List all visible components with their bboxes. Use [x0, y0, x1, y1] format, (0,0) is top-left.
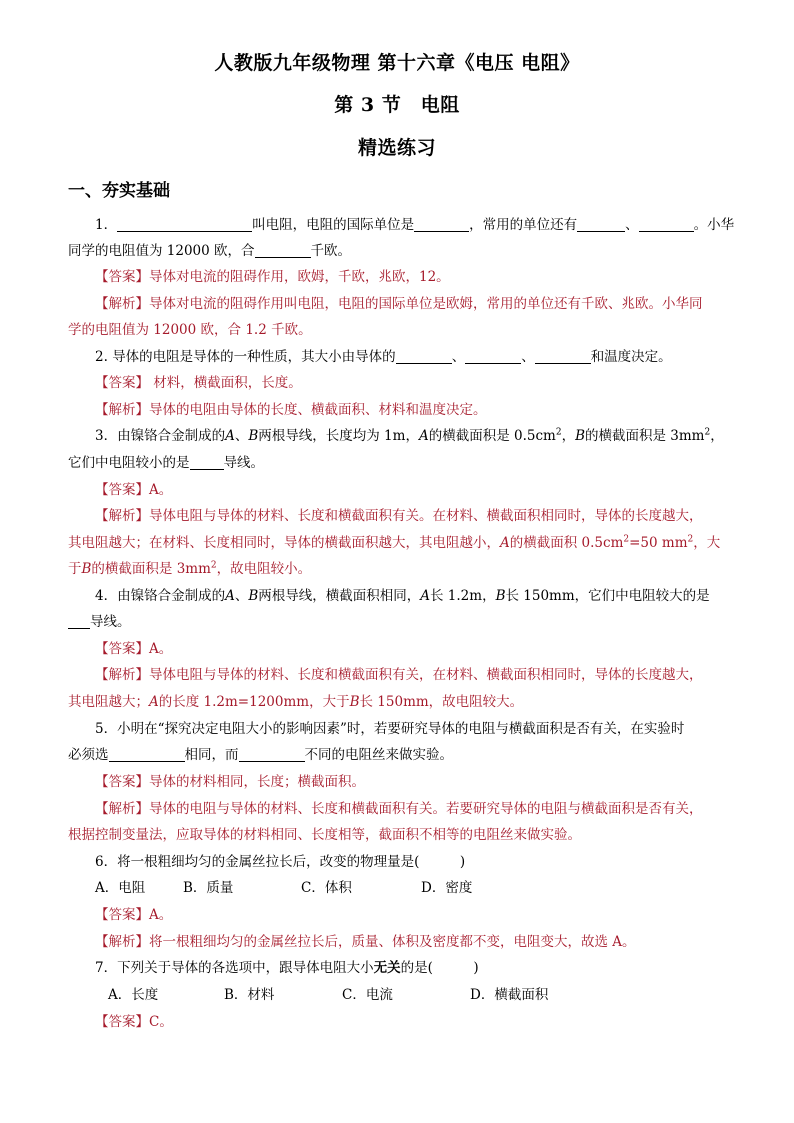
- blank[interactable]: [577, 215, 625, 232]
- blank[interactable]: [109, 745, 185, 762]
- analysis-4-cont: 其电阻越大；A的长度 1.2m=1200mm，大于B长 150mm，故电阻较大。: [68, 694, 524, 710]
- question-1: 1． 叫电阻，电阻的国际单位是 ，常用的单位还有 、 。小华: [95, 217, 735, 233]
- question-7: 7．下列关于导体的各选项中，跟导体电阻大小无关的是( ): [95, 960, 479, 976]
- analysis-2: 【解析】导体的电阻由导体的长度、横截面积、材料和温度决定。: [95, 402, 487, 418]
- analysis-5: 【解析】导体的电阻与导体的材料、长度和横截面积有关。若要研究导体的电阻与横截面积是否有关，: [95, 801, 703, 817]
- analysis-3-cont: 其电阻越大；在材料、长度相同时，导体的横截面积越大，其电阻越小，A的横截面积 $0.5cm^2=50$ $mm^2$，大: [68, 534, 721, 551]
- option-a[interactable]: A．长度: [108, 987, 159, 1003]
- answer-1: 【答案】导体对电流的阻碍作用，欧姆，千欧，兆欧，12。: [95, 269, 450, 285]
- blank[interactable]: [396, 347, 452, 364]
- option-b[interactable]: B．质量: [183, 880, 234, 896]
- question-4-cont: 导线。: [68, 609, 736, 635]
- blank[interactable]: [239, 745, 305, 762]
- question-4: 4．由镍铬合金制成的A、B两根导线，横截面积相同，A长 1.2m，B长 150mm，它们中电阻较大的是: [95, 588, 710, 604]
- question-6-options: [95, 875, 736, 901]
- option-c[interactable]: C．电流: [342, 987, 393, 1003]
- blank[interactable]: [535, 347, 591, 364]
- answer-6: 【答案】A。: [95, 907, 173, 923]
- blank[interactable]: [465, 347, 521, 364]
- option-d[interactable]: D．密度: [421, 880, 473, 896]
- option-a[interactable]: A．电阻: [95, 880, 146, 896]
- blank[interactable]: [68, 612, 90, 629]
- question-2: 2. 导体的电阻是导体的一种性质，其大小由导体的 、 、 和温度决定。: [95, 349, 672, 365]
- blank[interactable]: [414, 215, 469, 232]
- answer-7: 【答案】C。: [95, 1014, 173, 1030]
- analysis-1: 【解析】导体对电流的阻碍作用叫电阻，电阻的国际单位是欧姆，常用的单位还有千欧、兆欧。小华同: [95, 296, 703, 312]
- section-title: 第 3 节 电阻: [334, 94, 460, 116]
- question-3: 3．由镍铬合金制成的A、B两根导线，长度均为 1m，A的横截面积是 $0.5cm^2$，B的横截面积是 $3mm^2$，: [95, 427, 724, 444]
- question-3-cont: 它们中电阻较小的是 导线。: [68, 455, 264, 471]
- blank[interactable]: [190, 453, 224, 470]
- blank[interactable]: [639, 215, 694, 232]
- analysis-3: 【解析】导体电阻与导体的材料、长度和横截面积有关。在材料、横截面积相同时，导体的长度越大，: [95, 508, 703, 524]
- blank[interactable]: [255, 241, 311, 258]
- subtitle: 精选练习: [357, 137, 436, 159]
- question-5-cont: 必须选 相同，而 不同的电阻丝来做实验。: [68, 747, 453, 763]
- analysis-6: 【解析】将一根粗细均匀的金属丝拉长后，质量、体积及密度都不变，电阻变大，故选 A。: [95, 934, 636, 950]
- option-d[interactable]: D．横截面积: [470, 987, 549, 1003]
- analysis-5-cont: 根据控制变量法，应取导体的材料相同、长度相等，截面积不相等的电阻丝来做实验。: [68, 827, 581, 843]
- analysis-3-cont2: 于B的横截面积是 $3mm^2$，故电阻较小。: [68, 560, 312, 577]
- blank[interactable]: [117, 215, 252, 232]
- option-c[interactable]: C．体积: [301, 880, 352, 896]
- answer-2: 【答案】 材料，横截面积，长度。: [95, 375, 302, 391]
- question-7-options: [108, 982, 728, 1008]
- question-6: 6．将一根粗细均匀的金属丝拉长后，改变的物理量是( ): [95, 854, 466, 870]
- question-1-cont: 同学的电阻值为 12000 欧，合 千欧。: [68, 243, 352, 259]
- document-title: 人教版九年级物理 第十六章《电压 电阻》: [214, 52, 580, 74]
- answer-3: 【答案】A。: [95, 482, 173, 498]
- analysis-4: 【解析】导体电阻与导体的材料、长度和横截面积有关，在材料、横截面积相同时，导体的长度越大，: [95, 667, 703, 683]
- answer-4: 【答案】A。: [95, 641, 173, 657]
- option-b[interactable]: B．材料: [224, 987, 275, 1003]
- section-heading: 一、夯实基础: [68, 181, 170, 201]
- question-5: 5．小明在“探究决定电阻大小的影响因素”时，若要研究导体的电阻与横截面积是否有关，在实验时: [95, 721, 685, 737]
- answer-5: 【答案】导体的材料相同，长度；横截面积。: [95, 774, 365, 790]
- analysis-1-cont: 学的电阻值为 12000 欧，合 1.2 千欧。: [68, 322, 312, 338]
